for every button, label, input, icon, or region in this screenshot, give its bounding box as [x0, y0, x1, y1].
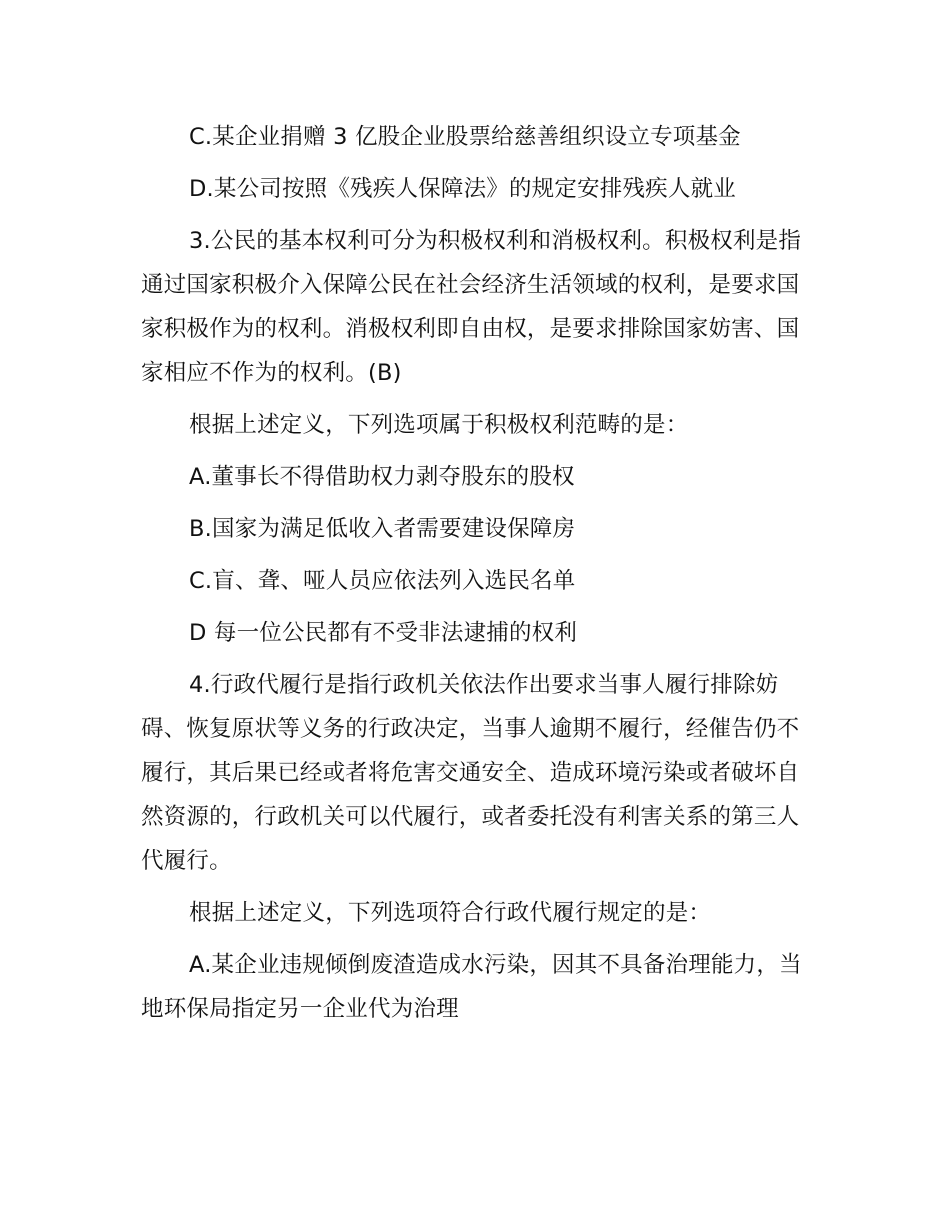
question-3-definition: 3.公民的基本权利可分为积极权利和消极权利。积极权利是指通过国家积极介入保障公民在社会经济生活领域的权利，是要求国家积极作为的权利。消极权利即自由权，是要求排除国家妨害、国家相应不作为的权利。(B) — [141, 228, 802, 386]
question-3-option-c: C.盲、聋、哑人员应依法列入选民名单 — [189, 568, 576, 594]
question-3-option-a: A.董事长不得借助权力剥夺股东的股权 — [189, 464, 575, 490]
question-3-option-b: B.国家为满足低收入者需要建设保障房 — [189, 516, 576, 542]
option-c-paragraph: C.某企业捐赠 3 亿股企业股票给慈善组织设立专项基金 — [189, 124, 741, 150]
option-d-paragraph: D.某公司按照《残疾人保障法》的规定安排残疾人就业 — [189, 176, 736, 202]
question-4-prompt: 根据上述定义，下列选项符合行政代履行规定的是： — [189, 900, 712, 926]
document-body — [141, 115, 813, 1031]
question-4-option-a: A.某企业违规倾倒废渣造成水污染，因其不具备治理能力，当地环保局指定另一企业代为治理 — [141, 952, 802, 1022]
question-3-prompt: 根据上述定义，下列选项属于积极权利范畴的是： — [189, 412, 689, 438]
question-4-definition: 4.行政代履行是指行政机关依法作出要求当事人履行排除妨碍、恢复原状等义务的行政决定，当事人逾期不履行，经催告仍不履行，其后果已经或者将危害交通安全、造成环境污染或者破坏自然资源的，行政机关可以代履行，或者委托没有利害关系的第三人代履行。 — [141, 672, 800, 874]
question-3-option-d: D 每一位公民都有不受非法逮捕的权利 — [189, 620, 578, 646]
